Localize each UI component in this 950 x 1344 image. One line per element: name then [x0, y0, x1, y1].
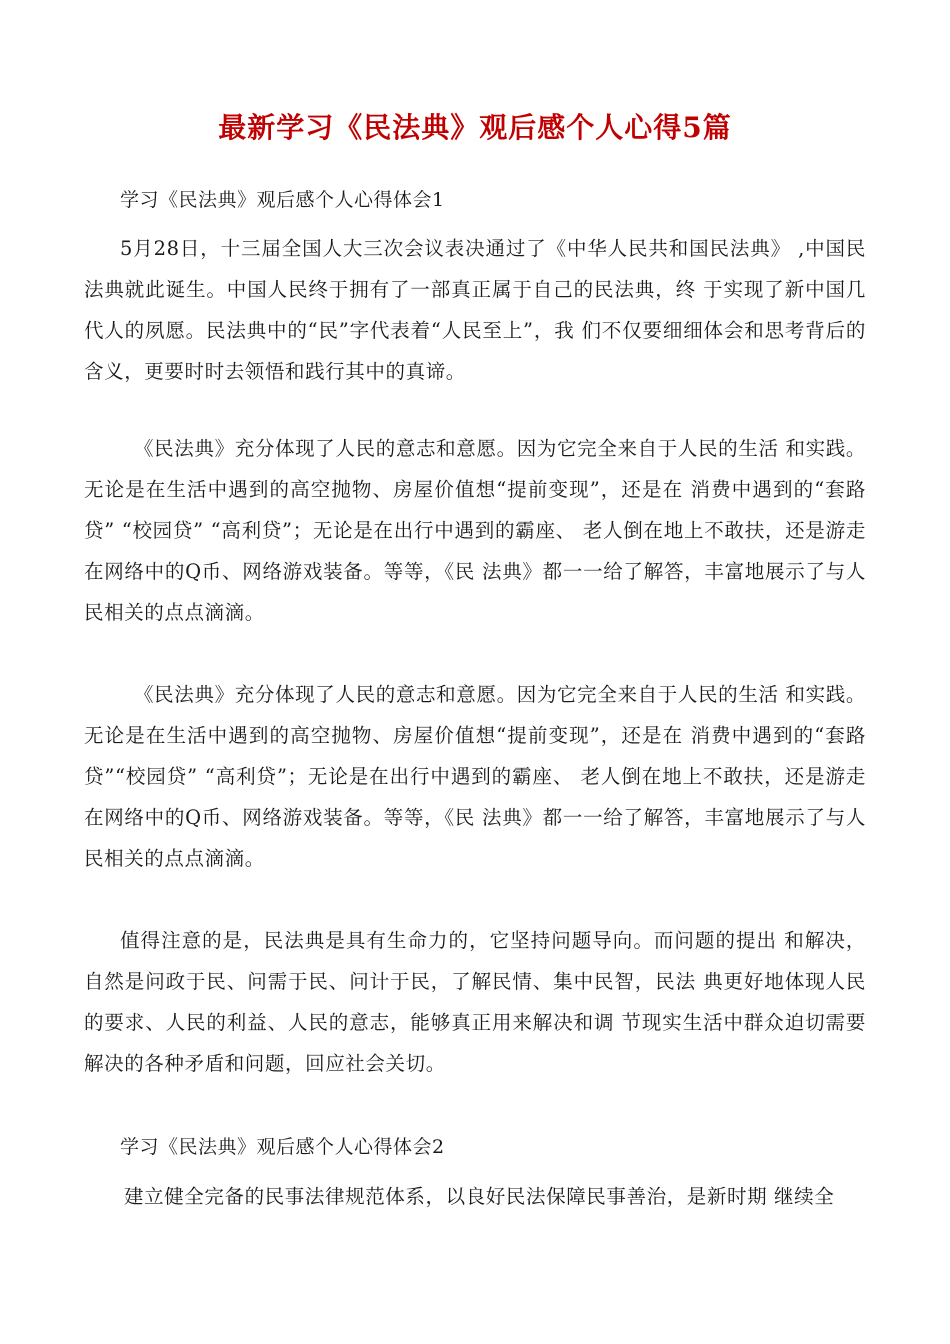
document-title: 最新学习《民法典》观后感个人心得5篇	[218, 111, 732, 144]
paragraph-1-4: 值得注意的是，民法典是具有生命力的，它坚持问题导向。而问题的提出 和解决，自然是问政于民、问需于民、问计于民，了解民情、集中民智，民法 典更好地体现人民的要求、人民的利益、人民的意志，能够真正用来解决和调 节现实生活中群众迫切需要解决的各种矛盾和问题，回应社会关切。	[84, 929, 866, 1075]
paragraph-1-3: 《民法典》充分体现了人民的意志和意愿。因为它完全来自于人民的生活 和实践。无论是在生活中遇到的高空抛物、房屋价值想“提前变现”，还是在 消费中遇到的“套路贷”“校园贷” “高利贷”；无论是在出行中遇到的霸座、 老人倒在地上不敢扶，还是游走在网络中的Q币、网络游戏装备。等等，《民 法典》都一一给了解答，丰富地展示了与人民相关的点点滴滴。	[84, 683, 866, 870]
paragraph-1-2: 《民法典》充分体现了人民的意志和意愿。因为它完全来自于人民的生活 和实践。无论是在生活中遇到的高空抛物、房屋价值想“提前变现”，还是在 消费中遇到的“套路贷” “校园贷” “高利贷”；无论是在出行中遇到的霸座、 老人倒在地上不敢扶，还是游走在网络中的Q币、网络游戏装备。等等，《民 法典》都一一给了解答，丰富地展示了与人民相关的点点滴滴。	[84, 437, 866, 624]
paragraph-1-1: 5月28日，十三届全国人大三次会议表决通过了《中华人民共和国民法典》 ,中国民法典就此诞生。中国人民终于拥有了一部真正属于自己的民法典，终 于实现了新中国几代人的夙愿。民法典中的“民”字代表着“人民至上”，我 们不仅要细细体会和思考背后的含义，更要时时去领悟和践行其中的真谛。	[84, 237, 866, 383]
section-heading-1: 学习《民法典》观后感个人心得体会1	[120, 189, 445, 211]
paragraph-2-1: 建立健全完备的民事法律规范体系，以良好民法保障民事善治，是新时期 继续全	[124, 1185, 835, 1208]
section-heading-2: 学习《民法典》观后感个人心得体会2	[120, 1136, 445, 1158]
